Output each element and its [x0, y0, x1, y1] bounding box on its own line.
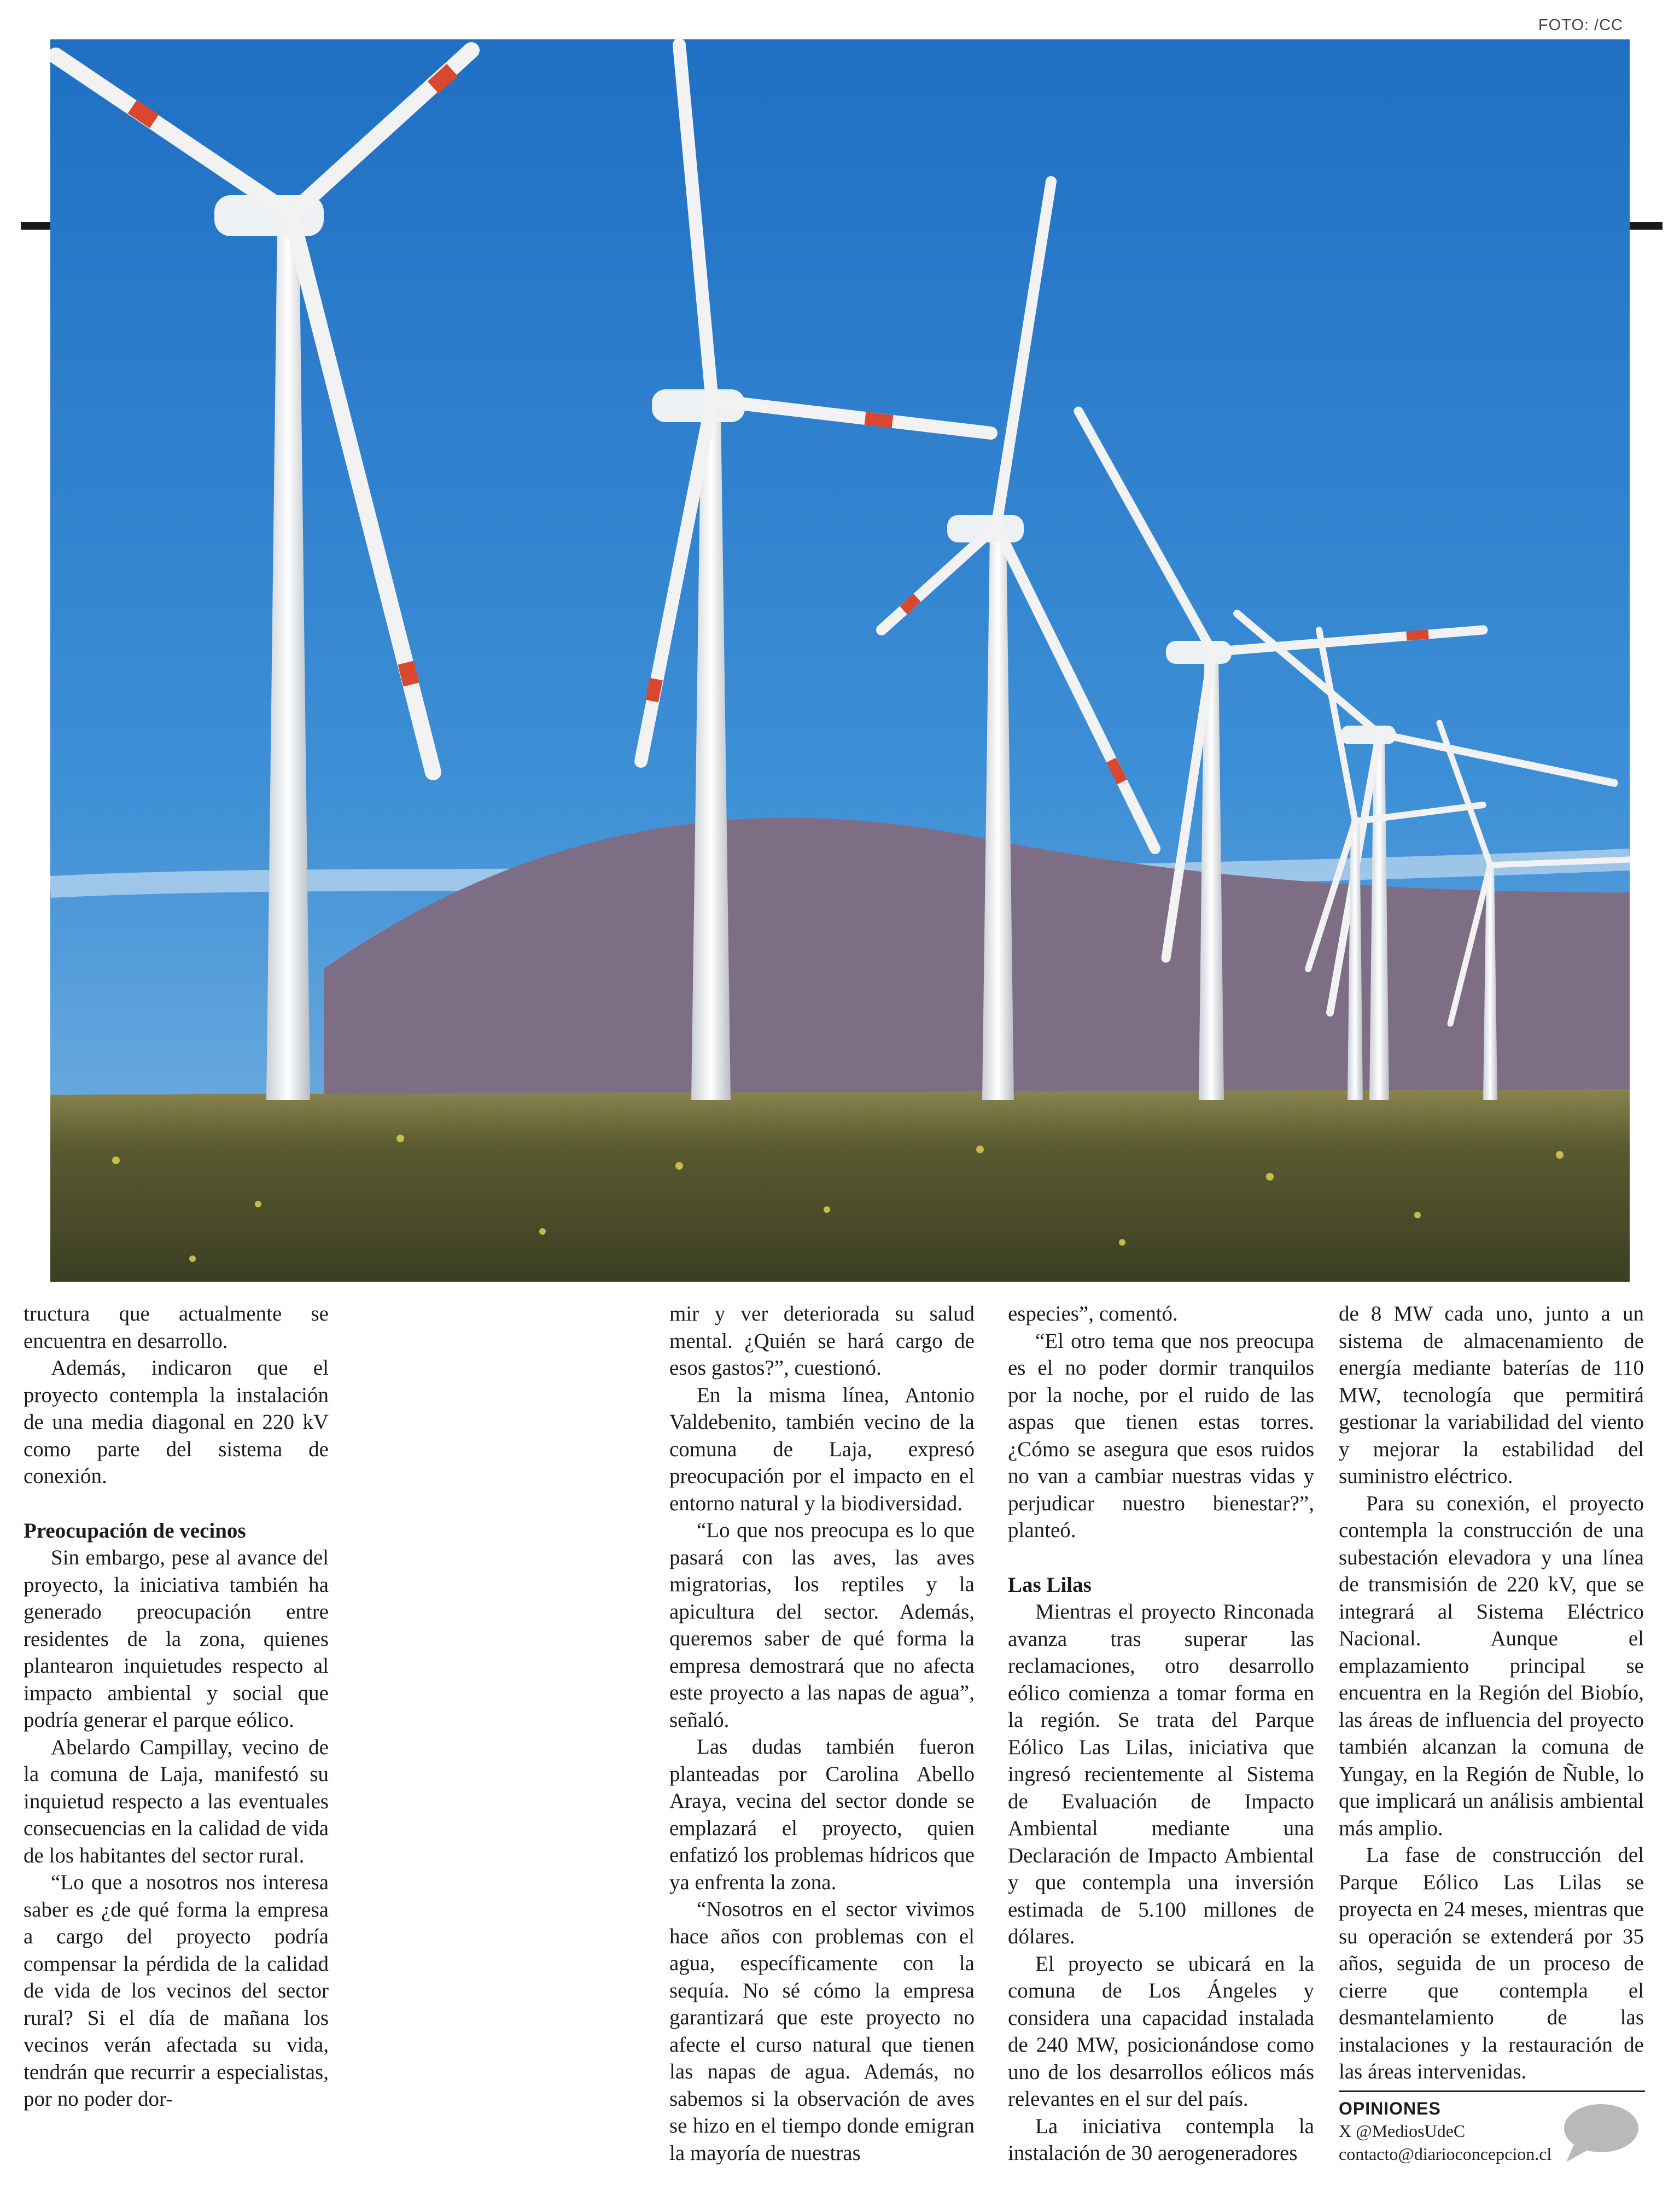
opinions-rule: [1339, 2090, 1645, 2092]
article-column-1: [24, 1300, 329, 2113]
article-column-2: [669, 1300, 975, 2166]
section-heading: Las Lilas: [1008, 1573, 1092, 1597]
section-rule-right: [1630, 222, 1662, 230]
paragraph: “Lo que a nosotros nos interesa saber es ¿de qué forma la empresa a cargo del proyecto podría compensar la pérdida de la calidad de vida de los vecinos del sector rural? Si el día de mañana los vecinos verán afectada su vida, tendrán que recurrir a especialistas, por no poder dor-: [24, 1871, 329, 2111]
paragraph: Las dudas también fueron planteadas por Carolina Abello Araya, vecina del sector donde se emplazará el proyecto, quien enfatizó los problemas hídricos que ya enfrenta la zona.: [669, 1735, 975, 1894]
paragraph: “Nosotros en el sector vivimos hace años con problemas con el agua, específicamente con la sequía. No sé cómo la empresa garantizará que este proyecto no afecte el curso natural que tienen las napas de agua. Además, no sabemos si la observación de aves se hizo en el tiempo donde emigran la mayoría de nuestras: [669, 1897, 975, 2165]
speech-bubble-icon: [1563, 2103, 1640, 2163]
paragraph: Mientras el proyecto Rinconada avanza tras superar las reclamaciones, otro desarrollo eólico comienza a tomar forma en la región. Se trata del Parque Eólico Las Lilas, iniciativa que ingresó recientemente al Sistema de Evaluación de Impacto Ambiental mediante una Declaración de Impacto Ambiental y que contempla una inversión estimada de 5.100 millones de dólares.: [1008, 1600, 1314, 1948]
paragraph: mir y ver deteriorada su salud mental. ¿Quién se hará cargo de esos gastos?”, cuestionó.: [669, 1302, 975, 1380]
paragraph: Abelardo Campillay, vecino de la comuna de Laja, manifestó su inquietud respecto a las eventuales consecuencias en la calidad de vida de los habitantes del sector rural.: [24, 1735, 329, 1867]
paragraph: Para su conexión, el proyecto contempla la construcción de una subestación elevadora y una línea de transmisión de 220 kV, que se integrará al Sistema Eléctrico Nacional. Aunque el emplazamiento principal se encuentra en la Región del Biobío, las áreas de influencia del proyecto también alcanzan la comuna de Yungay, en la Región de Ñuble, lo que implicará un análisis ambiental más amplio.: [1339, 1491, 1644, 1840]
paragraph: de 8 MW cada uno, junto a un sistema de almacenamiento de energía mediante baterías de 110 MW, tecnología que permitirá gestionar la variabilidad del viento y mejorar la estabilidad del suministro eléctrico.: [1339, 1302, 1644, 1488]
section-rule-left: [21, 222, 54, 230]
paragraph: La iniciativa contempla la instalación de 30 aerogeneradores: [1008, 2114, 1314, 2165]
opinions-heading: OPINIONES: [1339, 2099, 1441, 2118]
article-column-3: [1008, 1300, 1314, 2167]
paragraph: El proyecto se ubicará en la comuna de Los Ángeles y considera una capacidad instalada de 240 MW, posicionándose como uno de los desarrollos eólicos más relevantes en el sur del país.: [1008, 1952, 1314, 2111]
opinions-twitter: X @MediosUdeC: [1339, 2121, 1466, 2141]
paragraph: Sin embargo, pese al avance del proyecto, la iniciativa también ha generado preocupación entre residentes de la zona, quienes plantearon inquietudes respecto al impacto ambiental y social que podría generar el parque eólico.: [24, 1546, 329, 1732]
section-heading: Preocupación de vecinos: [24, 1518, 246, 1543]
paragraph: especies”, comentó.: [1008, 1302, 1178, 1325]
paragraph: La fase de construcción del Parque Eólico Las Lilas se proyecta en 24 meses, mientras que su operación se extenderá por 35 años, seguida de un proceso de cierre que contempla el desmantelamiento de las instalaciones y la restauración de las áreas intervenidas.: [1339, 1843, 1644, 2083]
paragraph: Además, indicaron que el proyecto contempla la instalación de una media diagonal en 220 kV como parte del sistema de conexión.: [24, 1356, 329, 1488]
paragraph: En la misma línea, Antonio Valdebenito, también vecino de la comuna de Laja, expresó preocupación por el impacto en el entorno natural y la biodiversidad.: [669, 1383, 975, 1515]
wind-farm-photo: [50, 39, 1630, 1282]
paragraph: “Lo que nos preocupa es lo que pasará con las aves, las aves migratorias, los reptiles y la apicultura del sector. Además, queremos saber de qué forma la empresa demostrará que no afecta este proyecto a las napas de agua”, señaló.: [669, 1518, 975, 1732]
opinions-email: contacto@diarioconcepcion.cl: [1339, 2144, 1552, 2164]
paragraph: tructura que actualmente se encuentra en desarrollo.: [24, 1302, 329, 1353]
paragraph: “El otro tema que nos preocupa es el no poder dormir tranquilos por la noche, por el ruido de las aspas que tienen estas torres. ¿Cómo se asegura que esos ruidos no van a cambiar nuestras vidas y perjudicar nuestro bienestar?”, planteó.: [1008, 1329, 1314, 1542]
photo-credit: FOTO: /CC: [1538, 16, 1623, 34]
article-column-4: [1339, 1300, 1644, 2086]
